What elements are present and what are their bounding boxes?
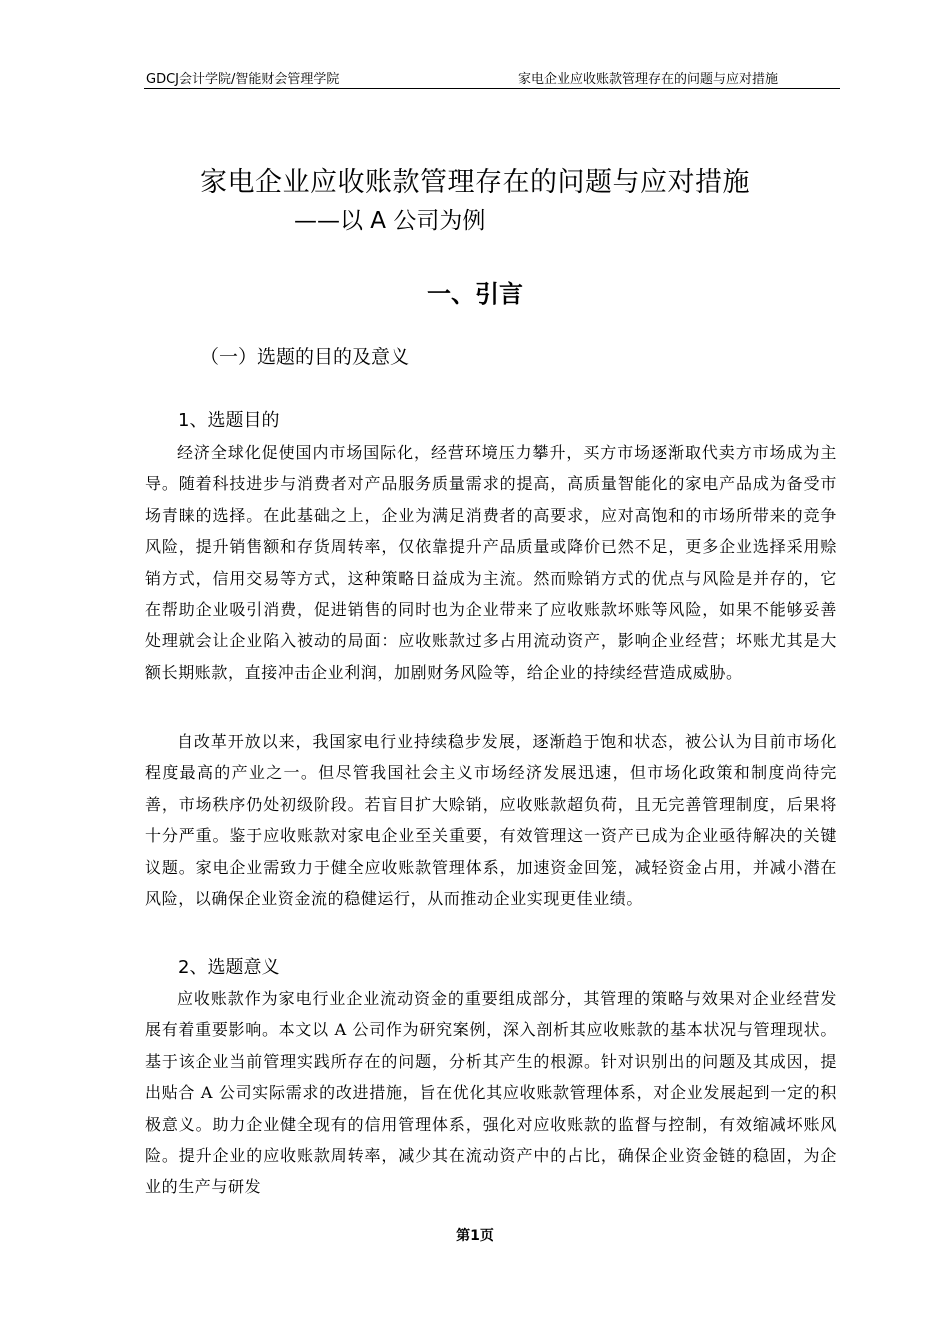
- paragraph-significance-1: 应收账款作为家电行业企业流动资金的重要组成部分，其管理的策略与效果对企业经营发展有着重要影响。本文以 A 公司作为研究案例，深入剖析其应收账款的基本状况与管理现状。基于该企业当前管理实践所存在的问题，分析其产生的根源。针对识别出的问题及其成因，提出贴合 A 公司实际需求的改进措施，旨在优化其应收账款管理体系，对企业发展起到一定的积极意义。助力企业健全现有的信用管理体系，强化对应收账款的监督与控制，有效缩减坏账风险。提升企业的应收账款周转率，减少其在流动资产中的占比，确保企业资金链的稳固，为企业的生产与研发: [145, 989, 837, 1197]
- section-heading-introduction: 一、引言: [427, 280, 523, 308]
- subsection-heading-purpose-significance: （一）选题的目的及意义: [200, 346, 410, 368]
- paragraph-purpose-2: 自改革开放以来，我国家电行业持续稳步发展，逐渐趋于饱和状态，被公认为目前市场化程度最高的产业之一。但尽管我国社会主义市场经济发展迅速，但市场化政策和制度尚待完善，市场秩序仍处初级阶段。若盲目扩大赊销，应收账款超负荷，且无完善管理制度，后果将十分严重。鉴于应收账款对家电企业至关重要，有效管理这一资产已成为企业亟待解决的关键议题。家电企业需致力于健全应收账款管理体系，加速资金回笼，减轻资金占用，并减小潜在风险，以确保企业资金流的稳健运行，从而推动企业实现更佳业绩。: [145, 732, 837, 909]
- paper-title: 家电企业应收账款管理存在的问题与应对措施: [200, 167, 750, 198]
- header-institution: GDCJ会计学院/智能财会管理学院: [146, 72, 340, 87]
- header-paper-title: 家电企业应收账款管理存在的问题与应对措施: [517, 72, 778, 87]
- paragraph-purpose-1: 经济全球化促使国内市场国际化，经营环境压力攀升，买方市场逐渐取代卖方市场成为主导。随着科技进步与消费者对产品服务质量需求的提高，高质量智能化的家电产品成为备受市场青睐的选择。在此基础之上，企业为满足消费者的高要求，应对高饱和的市场所带来的竞争风险，提升销售额和存货周转率，仅依靠提升产品质量或降价已然不足，更多企业选择采用赊销方式，信用交易等方式，这种策略日益成为主流。然而赊销方式的优点与风险是并存的，它在帮助企业吸引消费，促进销售的同时也为企业带来了应收账款坏账等风险，如果不能够妥善处理就会让企业陷入被动的局面：应收账款过多占用流动资产，影响企业经营；坏账尤其是大额长期账款，直接冲击企业利润，加剧财务风险等，给企业的持续经营造成威胁。: [145, 443, 837, 682]
- page-number: 第1页: [456, 1228, 494, 1244]
- heading-topic-purpose: 1、选题目的: [178, 410, 280, 431]
- paper-subtitle: ——以 A 公司为例: [294, 208, 486, 234]
- running-header: [144, 66, 840, 89]
- heading-topic-significance: 2、选题意义: [178, 957, 280, 978]
